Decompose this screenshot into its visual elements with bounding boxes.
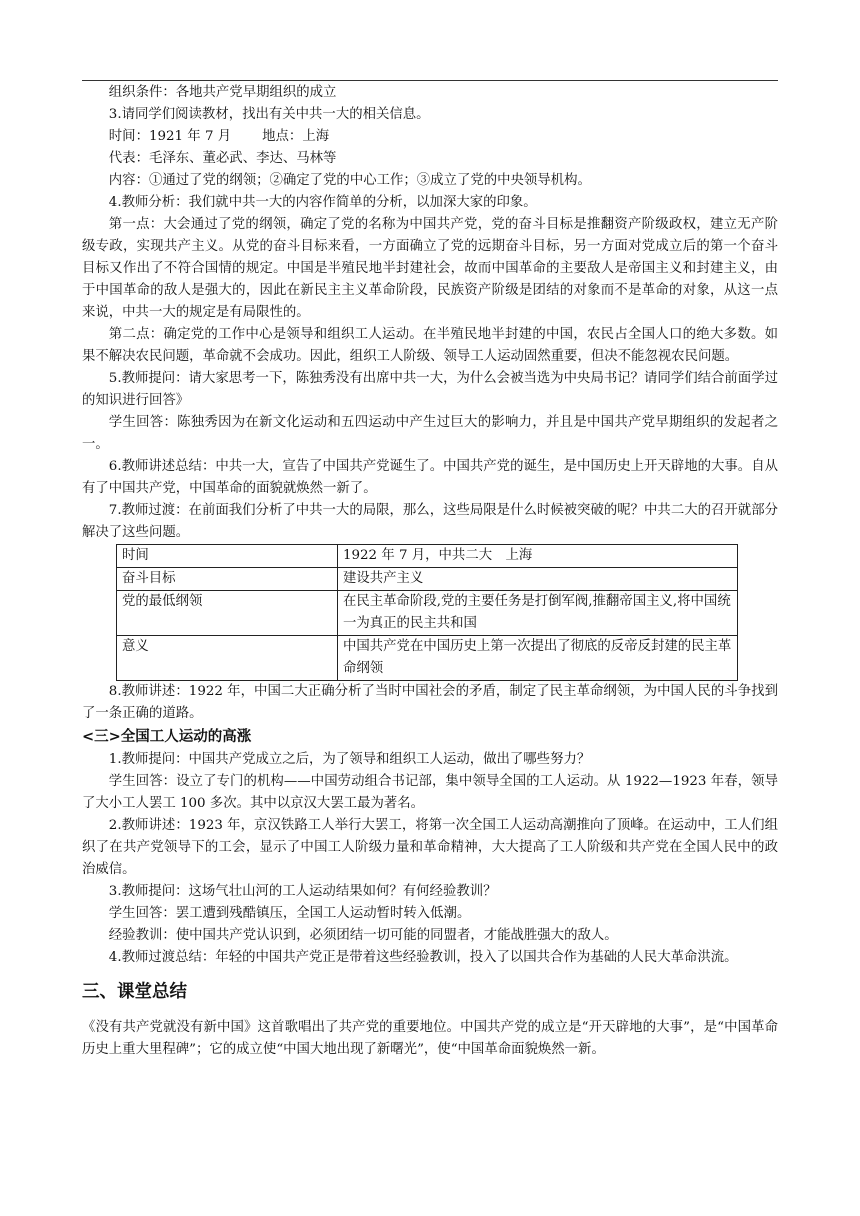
paragraph: 3.请同学们阅读教材，找出有关中共一大的相关信息。 xyxy=(108,107,430,122)
paragraph: 3.教师提问：这场气壮山河的工人运动结果如何？有何经验教训？ xyxy=(108,884,497,899)
subheading: <三>全国工人运动的高涨 xyxy=(82,729,252,745)
table-cell-label: 时间 xyxy=(117,545,338,568)
header-rule xyxy=(82,80,778,81)
paragraph: 学生回答：设立了专门的机构——中国劳动组合书记部，集中领导全国的工人运动。从 1922—1923 年春，领导了大小工人罢工 100 多次。其中以京汉大罢工最为著名。 xyxy=(82,774,778,811)
second-congress-table xyxy=(116,544,738,681)
paragraph: 经验教训：使中国共产党认识到，必须团结一切可能的同盟者，才能战胜强大的敌人。 xyxy=(108,928,618,943)
summary-paragraph: 《没有共产党就没有新中国》这首歌唱出了共产党的重要地位。中国共产党的成立是“开天辟地的大事”，是“中国革命历史上重大里程碑”；它的成立使“中国大地出现了新曙光”，使“中国革命面貌焕然一新。 xyxy=(82,1020,778,1057)
paragraph: 学生回答：陈独秀因为在新文化运动和五四运动中产生过巨大的影响力，并且是中国共产党早期组织的发起者之一。 xyxy=(82,415,778,452)
table-row xyxy=(117,545,738,568)
paragraph: 内容：①通过了党的纲领；②确定了党的中心工作；③成立了党的中央领导机构。 xyxy=(108,173,591,188)
paragraph: 6.教师讲述总结：中共一大，宣告了中国共产党诞生了。中国共产党的诞生，是中国历史上开天辟地的大事。自从有了中国共产党，中国革命的面貌就焕然一新了。 xyxy=(82,459,778,496)
table-cell-value: 中国共产党在中国历史上第一次提出了彻底的反帝反封建的民主革命纲领 xyxy=(338,636,738,681)
section-heading: 三、课堂总结 xyxy=(82,982,187,1002)
table-cell-label: 奋斗目标 xyxy=(117,568,338,591)
paragraph: 学生回答：罢工遭到残酷镇压，全国工人运动暂时转入低潮。 xyxy=(108,906,471,921)
table-row xyxy=(117,636,738,681)
table-cell-label: 党的最低纲领 xyxy=(117,591,338,636)
paragraph: 7.教师过渡：在前面我们分析了中共一大的局限，那么，这些局限是什么时候被突破的呢？中共二大的召开就部分解决了这些问题。 xyxy=(82,503,778,540)
paragraph: 代表：毛泽东、董必武、李达、马林等 xyxy=(108,151,337,166)
paragraph: 第二点：确定党的工作中心是领导和组织工人运动。在半殖民地半封建的中国，农民占全国人口的绝大多数。如果不解决农民问题，革命就不会成功。因此，组织工人阶级、领导工人运动固然重要，但决不能忽视农民问题。 xyxy=(82,327,778,364)
paragraph: 5.教师提问：请大家思考一下，陈独秀没有出席中共一大，为什么会被当选为中央局书记？请同学们结合前面学过的知识进行回答》 xyxy=(82,371,778,408)
paragraph: 时间：1921 年 7 月 地点：上海 xyxy=(108,129,330,144)
paragraph: 组织条件：各地共产党早期组织的成立 xyxy=(108,85,337,100)
table-cell-label: 意义 xyxy=(117,636,338,681)
paragraph: 8.教师讲述：1922 年，中国二大正确分析了当时中国社会的矛盾，制定了民主革命纲领，为中国人民的斗争找到了一条正确的道路。 xyxy=(82,684,778,721)
table-cell-value: 1922 年 7 月，中共二大 上海 xyxy=(338,545,738,568)
table-cell-value: 在民主革命阶段,党的主要任务是打倒军阀,推翻帝国主义,将中国统一为真正的民主共和国 xyxy=(338,591,738,636)
paragraph: 4.教师过渡总结：年轻的中国共产党正是带着这些经验教训，投入了以国共合作为基础的人民大革命洪流。 xyxy=(108,950,738,965)
paragraph: 4.教师分析：我们就中共一大的内容作简单的分析，以加深大家的印象。 xyxy=(108,195,537,210)
table-row xyxy=(117,568,738,591)
paragraph: 第一点：大会通过了党的纲领，确定了党的名称为中国共产党，党的奋斗目标是推翻资产阶级政权，建立无产阶级专政，实现共产主义。从党的奋斗目标来看，一方面确立了党的远期奋斗目标，另一方面对党成立后的第一个奋斗目标又作出了不符合国情的规定。中国是半殖民地半封建社会，故而中国革命的主要敌人是帝国主义和封建主义，由于中国革命的敌人是强大的，因此在新民主主义革命阶段，民族资产阶级是团结的对象而不是革命的对象，从这一点来说，中共一大的规定是有局限性的。 xyxy=(82,217,778,320)
table-cell-value: 建设共产主义 xyxy=(338,568,738,591)
document-body xyxy=(82,82,778,1061)
table-row xyxy=(117,591,738,636)
paragraph: 1.教师提问：中国共产党成立之后，为了领导和组织工人运动，做出了哪些努力？ xyxy=(108,752,591,767)
paragraph: 2.教师讲述：1923 年，京汉铁路工人举行大罢工，将第一次全国工人运动高潮推向了顶峰。在运动中，工人们组织了在共产党领导下的工会，显示了中国工人阶级力量和革命精神，大大提高了工人阶级和共产党在全国人民中的政治威信。 xyxy=(82,818,778,877)
